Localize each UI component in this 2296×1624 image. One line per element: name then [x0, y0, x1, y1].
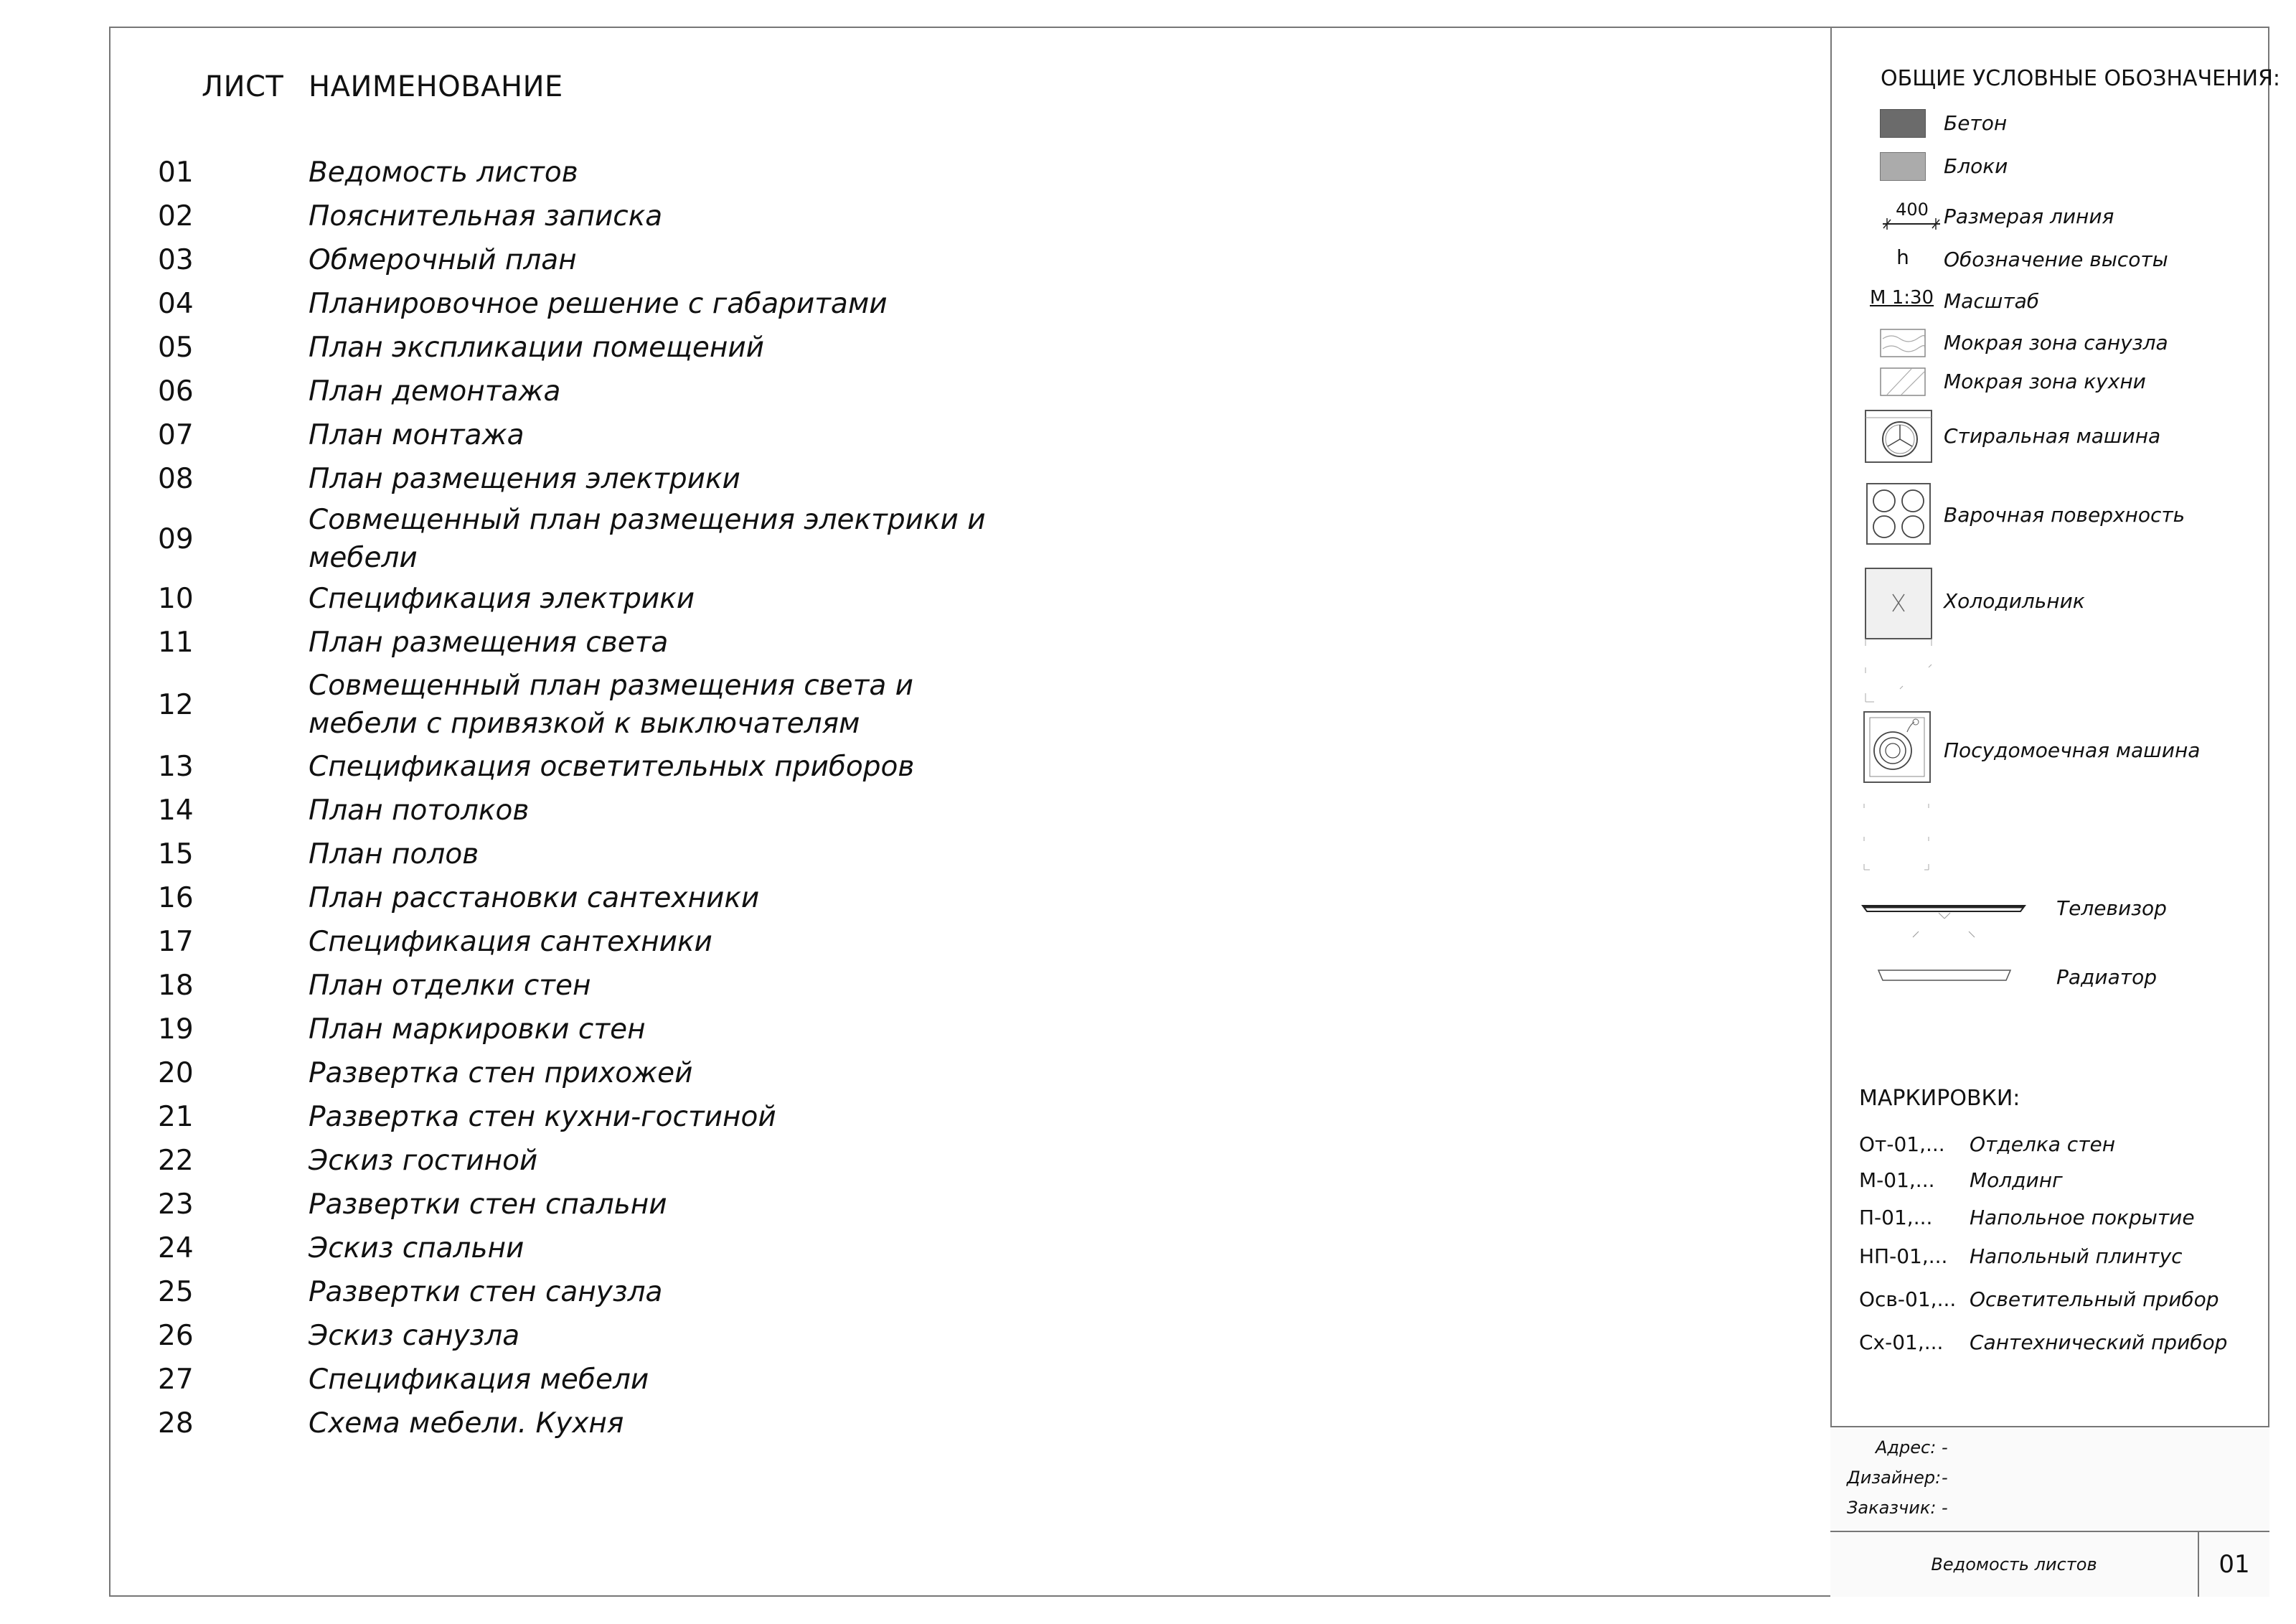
sheet-row [0, 194, 1722, 238]
sheet-number: 18 [158, 970, 194, 1002]
sheet-number: 28 [158, 1407, 194, 1440]
marking-label: Сантехнический прибор [1970, 1330, 2228, 1354]
legend-title: ОБЩИЕ УСЛОВНЫЕ ОБОЗНАЧЕНИЯ: [1881, 66, 2281, 91]
legend-tv-label: Телевизор [2056, 896, 2167, 920]
client-label: Заказчик: [1847, 1498, 1937, 1518]
sheet-row [0, 1051, 1722, 1095]
sheet-number: 06 [158, 375, 194, 408]
sheet-row [0, 501, 1722, 577]
legend-washer-label: Стиральная машина [1944, 424, 2161, 448]
footer-sheet-number: 01 [2198, 1532, 2269, 1597]
sheet-name: Спецификация сантехники [309, 926, 712, 958]
sheet-row [0, 789, 1722, 832]
client-value: - [1942, 1498, 1948, 1518]
sheet-number: 12 [158, 688, 194, 721]
sheet-row [0, 1226, 1722, 1270]
sheet-name: План маркировки стен [309, 1013, 646, 1046]
sheet-name: Эскиз гостиной [309, 1145, 538, 1177]
legend-radiator-label: Радиатор [2056, 965, 2157, 989]
sheet-row [0, 621, 1722, 665]
sheet-name: Спецификация осветительных приборов [309, 751, 915, 783]
sheet-row [0, 665, 1722, 745]
legend-blocks-label: Блоки [1944, 154, 2008, 178]
sheet-row [0, 1095, 1722, 1139]
sheet-number: 13 [158, 751, 194, 783]
legend-scale-label: Масштаб [1944, 289, 2040, 313]
marking-label: Отделка стен [1970, 1132, 2116, 1156]
sheet-row [0, 1270, 1722, 1314]
fridge-icon [1864, 567, 1933, 706]
footer-sheet-name: Ведомость листов [1931, 1554, 2097, 1574]
sheet-number: 21 [158, 1101, 194, 1133]
sheet-number: 27 [158, 1363, 194, 1396]
sheet-name: План расстановки сантехники [309, 882, 760, 914]
marking-code: Осв-01,... [1859, 1287, 1957, 1311]
sheet-number: 20 [158, 1057, 194, 1089]
sheet-name: Совмещенный план размещения электрики и мебели [309, 504, 986, 574]
sheet-name: Планировочное решение с габаритами [309, 288, 888, 320]
sheet-row [0, 1402, 1722, 1445]
sheet-row [0, 1139, 1722, 1183]
hob-icon [1866, 482, 1932, 548]
sheet-number: 17 [158, 926, 194, 958]
sheet-list [0, 151, 1722, 1445]
sheet-number: 02 [158, 200, 194, 233]
sheet-row [0, 1183, 1722, 1226]
title-block-footer [1830, 1531, 2269, 1597]
sheet-row [0, 151, 1722, 194]
legend-blocks-swatch [1880, 151, 1926, 182]
marking-code: П-01,... [1859, 1206, 1933, 1229]
sheet-number: 04 [158, 288, 194, 320]
marking-label: Осветительный прибор [1970, 1287, 2219, 1311]
legend-dishwasher-label: Посудомоечная машина [1944, 738, 2201, 762]
sheet-name: План экспликации помещений [309, 332, 765, 364]
sheet-row [0, 745, 1722, 789]
legend-concrete-label: Бетон [1944, 111, 2008, 135]
wet-zone-kitchen-icon [1880, 366, 1926, 398]
sheet-name: План монтажа [309, 419, 524, 451]
marking-code: От-01,... [1859, 1132, 1945, 1156]
tv-icon [1861, 898, 2026, 944]
sheet-name: План полов [309, 838, 479, 870]
sheet-name: Спецификация электрики [309, 583, 695, 615]
sheet-row [0, 370, 1722, 413]
washing-machine-icon [1864, 409, 1933, 466]
sheet-row [0, 876, 1722, 920]
sheet-number: 16 [158, 882, 194, 914]
sheet-number: 26 [158, 1320, 194, 1352]
markings-title: МАРКИРОВКИ: [1859, 1086, 2020, 1111]
designer-label: Дизайнер: [1847, 1468, 1942, 1488]
sheet-name: Пояснительная записка [309, 200, 663, 233]
sheet-number: 15 [158, 838, 194, 870]
scale-symbol: М 1:30 [1870, 287, 1934, 309]
sheet-number: 07 [158, 419, 194, 451]
legend-wet-kitchen-label: Мокрая зона кухни [1944, 370, 2146, 393]
sheet-row [0, 1314, 1722, 1358]
legend-height-label: Обозначение высоты [1944, 248, 2168, 271]
radiator-icon [1877, 969, 2013, 989]
sheet-row [0, 577, 1722, 621]
column-header-sheet: ЛИСТ [202, 70, 284, 103]
sheet-name: Развертка стен кухни-гостиной [309, 1101, 776, 1133]
sheet-number: 19 [158, 1013, 194, 1046]
sheet-name: План размещения электрики [309, 463, 740, 495]
legend-hob-label: Варочная поверхность [1944, 503, 2186, 527]
sheet-number: 01 [158, 156, 194, 189]
marking-code: НП-01,... [1859, 1244, 1948, 1268]
legend-wet-bath-label: Мокрая зона санузла [1944, 331, 2168, 355]
sheet-number: 11 [158, 626, 194, 659]
sheet-name: Ведомость листов [309, 156, 578, 189]
address-value: - [1942, 1437, 1948, 1458]
marking-label: Молдинг [1970, 1168, 2063, 1192]
sheet-number: 22 [158, 1145, 194, 1177]
sheet-name: Развертки стен спальни [309, 1188, 667, 1221]
sheet-name: Схема мебели. Кухня [309, 1407, 624, 1440]
column-header-name: НАИМЕНОВАНИЕ [309, 70, 563, 103]
sheet-name: Совмещенный план размещения света и мебели с привязкой к выключателям [309, 670, 913, 740]
sheet-row [0, 832, 1722, 876]
marking-code: Сх-01,... [1859, 1330, 1944, 1354]
dishwasher-icon [1863, 710, 1934, 878]
sheet-name: Развертки стен санузла [309, 1276, 663, 1308]
designer-value: - [1942, 1468, 1948, 1488]
sheet-name: Эскиз санузла [309, 1320, 520, 1352]
sheet-number: 03 [158, 244, 194, 276]
marking-label: Напольное покрытие [1970, 1206, 2195, 1229]
sheet-row [0, 920, 1722, 964]
sheet-row [0, 238, 1722, 282]
sheet-number: 25 [158, 1276, 194, 1308]
sheet-row [0, 282, 1722, 326]
dimension-value: 400 [1896, 200, 1929, 220]
sheet-row [0, 1008, 1722, 1051]
marking-code: М-01,... [1859, 1168, 1935, 1192]
sheet-row [0, 457, 1722, 501]
sheet-number: 09 [158, 522, 194, 555]
sheet-number: 08 [158, 463, 194, 495]
sheet-number: 05 [158, 332, 194, 364]
sheet-number: 23 [158, 1188, 194, 1221]
sheet-name: План потолков [309, 794, 530, 827]
sheet-name: Эскиз спальни [309, 1232, 524, 1264]
sheet-name: Спецификация мебели [309, 1363, 649, 1396]
sheet-row [0, 326, 1722, 370]
sheet-row [0, 1358, 1722, 1402]
sheet-name: План демонтажа [309, 375, 561, 408]
height-symbol: h [1896, 245, 1909, 269]
wet-zone-bath-icon [1880, 327, 1926, 359]
sheet-row [0, 413, 1722, 457]
sheet-name: План размещения света [309, 626, 669, 659]
legend-fridge-label: Холодильник [1944, 589, 2085, 613]
sheet-name: Обмерочный план [309, 244, 577, 276]
sheet-row [0, 964, 1722, 1008]
sheet-name: План отделки стен [309, 970, 591, 1002]
sheet-number: 14 [158, 794, 194, 827]
legend-dimension-label: Размерая линия [1944, 205, 2114, 228]
address-label: Адрес: [1876, 1437, 1937, 1458]
sheet-number: 24 [158, 1232, 194, 1264]
marking-label: Напольный плинтус [1970, 1244, 2183, 1268]
legend-concrete-swatch [1880, 108, 1926, 139]
sheet-number: 10 [158, 583, 194, 615]
sheet-name: Развертка стен прихожей [309, 1057, 693, 1089]
